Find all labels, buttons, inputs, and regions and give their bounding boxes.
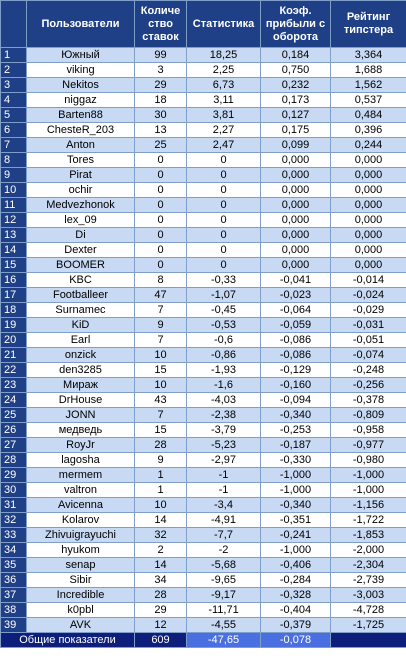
table-row [1,108,406,123]
cell-profit-coef: 0,000 [261,243,331,258]
cell-rating: -2,000 [331,543,406,558]
cell-count: 18 [135,93,187,108]
cell-profit-coef: -0,041 [261,273,331,288]
cell-statistics: -11,71 [187,603,261,618]
table-row [1,93,406,108]
cell-rating: -0,980 [331,453,406,468]
table-row [1,123,406,138]
row-number: 35 [1,558,27,573]
cell-profit-coef: -0,187 [261,438,331,453]
totals-statistics: -47,65 [187,633,261,648]
cell-profit-coef: -0,328 [261,588,331,603]
cell-rating: -1,722 [331,513,406,528]
cell-user: RoyJr [27,438,135,453]
cell-count: 7 [135,333,187,348]
table-row [1,168,406,183]
cell-rating: -3,003 [331,588,406,603]
cell-rating: -2,304 [331,558,406,573]
row-number: 13 [1,228,27,243]
table-row [1,228,406,243]
row-number: 26 [1,423,27,438]
table-row [1,603,406,618]
cell-count: 0 [135,153,187,168]
cell-count: 28 [135,438,187,453]
cell-count: 25 [135,138,187,153]
cell-profit-coef: 0,000 [261,198,331,213]
row-number: 17 [1,288,27,303]
row-number: 31 [1,498,27,513]
cell-statistics: 0 [187,153,261,168]
cell-count: 29 [135,78,187,93]
cell-rating: -0,248 [331,363,406,378]
row-number: 25 [1,408,27,423]
table-row [1,573,406,588]
cell-rating: -0,074 [331,348,406,363]
cell-count: 15 [135,423,187,438]
row-number: 12 [1,213,27,228]
cell-statistics: 3,11 [187,93,261,108]
row-number: 1 [1,48,27,63]
cell-rating: -0,029 [331,303,406,318]
cell-profit-coef: 0,232 [261,78,331,93]
row-number: 34 [1,543,27,558]
row-number: 38 [1,603,27,618]
table-row [1,258,406,273]
cell-rating: 1,688 [331,63,406,78]
cell-statistics: 0 [187,243,261,258]
cell-profit-coef: -0,023 [261,288,331,303]
row-number: 24 [1,393,27,408]
cell-statistics: -0,86 [187,348,261,363]
cell-rating: 0,000 [331,183,406,198]
cell-statistics: -7,7 [187,528,261,543]
row-number: 9 [1,168,27,183]
cell-statistics: -4,03 [187,393,261,408]
cell-count: 1 [135,483,187,498]
table-row [1,438,406,453]
cell-user: Anton [27,138,135,153]
table-row [1,138,406,153]
row-number: 33 [1,528,27,543]
table-row [1,408,406,423]
cell-count: 7 [135,303,187,318]
cell-count: 0 [135,258,187,273]
table-row [1,243,406,258]
header-users: Пользователи [27,1,135,48]
cell-count: 10 [135,498,187,513]
totals-rating [331,633,406,648]
cell-count: 0 [135,243,187,258]
cell-user: niggaz [27,93,135,108]
row-number: 22 [1,363,27,378]
cell-count: 14 [135,558,187,573]
cell-count: 3 [135,63,187,78]
cell-rating: -0,256 [331,378,406,393]
cell-profit-coef: 0,099 [261,138,331,153]
cell-user: DrHouse [27,393,135,408]
cell-user: ochir [27,183,135,198]
cell-user: Barten88 [27,108,135,123]
cell-statistics: 0 [187,183,261,198]
cell-profit-coef: 0,750 [261,63,331,78]
table-row [1,333,406,348]
cell-rating: -1,853 [331,528,406,543]
row-number: 20 [1,333,27,348]
row-number: 32 [1,513,27,528]
cell-rating: 0,244 [331,138,406,153]
cell-statistics: -3,4 [187,498,261,513]
cell-rating: -1,725 [331,618,406,633]
cell-profit-coef: 0,184 [261,48,331,63]
cell-rating: 0,000 [331,198,406,213]
cell-rating: 0,000 [331,153,406,168]
row-number: 5 [1,108,27,123]
cell-user: Pirat [27,168,135,183]
cell-count: 9 [135,318,187,333]
header-statistics: Статистика [187,1,261,48]
cell-count: 30 [135,108,187,123]
cell-user: mermem [27,468,135,483]
row-number: 39 [1,618,27,633]
cell-profit-coef: 0,175 [261,123,331,138]
cell-rating: 0,000 [331,168,406,183]
cell-user: lagosha [27,453,135,468]
cell-profit-coef: -0,129 [261,363,331,378]
cell-profit-coef: -0,351 [261,513,331,528]
cell-statistics: -3,79 [187,423,261,438]
header-number [1,1,27,48]
cell-user: Мираж [27,378,135,393]
header-row [1,1,406,48]
cell-statistics: -1,6 [187,378,261,393]
table-row [1,378,406,393]
cell-user: hyukom [27,543,135,558]
cell-count: 34 [135,573,187,588]
table-row [1,513,406,528]
cell-statistics: 0 [187,258,261,273]
cell-user: Kolarov [27,513,135,528]
cell-rating: -0,809 [331,408,406,423]
cell-profit-coef: -0,253 [261,423,331,438]
header-profit-coef: Коэф. прибыли с оборота [261,1,331,48]
cell-user: BOOMER [27,258,135,273]
table-row [1,558,406,573]
cell-statistics: -1 [187,468,261,483]
table-row [1,48,406,63]
cell-rating: -0,378 [331,393,406,408]
cell-count: 13 [135,123,187,138]
cell-profit-coef: 0,173 [261,93,331,108]
cell-user: AVK [27,618,135,633]
cell-rating: -4,728 [331,603,406,618]
cell-profit-coef: -0,404 [261,603,331,618]
cell-profit-coef: 0,000 [261,183,331,198]
table-row [1,528,406,543]
row-number: 11 [1,198,27,213]
cell-profit-coef: -1,000 [261,543,331,558]
cell-user: JONN [27,408,135,423]
cell-rating: -2,739 [331,573,406,588]
row-number: 18 [1,303,27,318]
row-number: 15 [1,258,27,273]
cell-statistics: -0,6 [187,333,261,348]
row-number: 16 [1,273,27,288]
cell-rating: -0,977 [331,438,406,453]
cell-count: 47 [135,288,187,303]
cell-rating: 0,000 [331,258,406,273]
cell-count: 43 [135,393,187,408]
cell-statistics: -1 [187,483,261,498]
cell-count: 0 [135,183,187,198]
cell-rating: -1,000 [331,483,406,498]
row-number: 28 [1,453,27,468]
cell-count: 0 [135,198,187,213]
header-count: Количе ство ставок [135,1,187,48]
table-row [1,303,406,318]
row-number: 19 [1,318,27,333]
cell-profit-coef: 0,000 [261,258,331,273]
row-number: 14 [1,243,27,258]
table-row [1,213,406,228]
cell-user: Tores [27,153,135,168]
cell-count: 1 [135,468,187,483]
cell-rating: -0,051 [331,333,406,348]
cell-user: Incredible [27,588,135,603]
table-row [1,423,406,438]
row-number: 8 [1,153,27,168]
cell-count: 7 [135,408,187,423]
cell-profit-coef: -0,284 [261,573,331,588]
cell-statistics: -5,23 [187,438,261,453]
cell-statistics: -5,68 [187,558,261,573]
table-row [1,78,406,93]
cell-rating: 0,537 [331,93,406,108]
cell-statistics: -0,53 [187,318,261,333]
table-row [1,153,406,168]
cell-count: 0 [135,228,187,243]
cell-user: медведь [27,423,135,438]
row-number: 37 [1,588,27,603]
table-row [1,393,406,408]
cell-rating: 0,396 [331,123,406,138]
cell-statistics: -2,38 [187,408,261,423]
table-row [1,318,406,333]
cell-count: 28 [135,588,187,603]
cell-count: 99 [135,48,187,63]
cell-profit-coef: -0,086 [261,348,331,363]
cell-user: Surnamec [27,303,135,318]
table-row [1,288,406,303]
cell-user: Earl [27,333,135,348]
cell-profit-coef: -0,086 [261,333,331,348]
cell-statistics: -4,55 [187,618,261,633]
cell-count: 32 [135,528,187,543]
table-row [1,348,406,363]
row-number: 6 [1,123,27,138]
cell-user: Nekitos [27,78,135,93]
cell-rating: 0,000 [331,243,406,258]
cell-rating: -0,014 [331,273,406,288]
table-row [1,198,406,213]
table-row [1,453,406,468]
row-number: 3 [1,78,27,93]
cell-profit-coef: 0,000 [261,228,331,243]
cell-user: k0pbl [27,603,135,618]
cell-profit-coef: -0,406 [261,558,331,573]
cell-count: 8 [135,273,187,288]
table-row [1,363,406,378]
cell-profit-coef: 0,000 [261,153,331,168]
cell-rating: -0,031 [331,318,406,333]
row-number: 27 [1,438,27,453]
cell-profit-coef: 0,000 [261,213,331,228]
cell-user: ChesteR_203 [27,123,135,138]
table-row [1,63,406,78]
totals-row [1,633,406,648]
row-number: 2 [1,63,27,78]
cell-rating: 1,562 [331,78,406,93]
table-row [1,498,406,513]
cell-rating: -1,000 [331,468,406,483]
cell-statistics: 3,81 [187,108,261,123]
cell-statistics: -0,33 [187,273,261,288]
cell-statistics: 0 [187,198,261,213]
cell-user: KiD [27,318,135,333]
cell-statistics: 0 [187,228,261,243]
cell-statistics: 6,73 [187,78,261,93]
cell-user: senap [27,558,135,573]
cell-rating: 0,000 [331,228,406,243]
cell-profit-coef: -0,094 [261,393,331,408]
cell-user: Zhivuigrayuchi [27,528,135,543]
cell-statistics: -4,91 [187,513,261,528]
cell-profit-coef: -1,000 [261,483,331,498]
cell-user: Footballeer [27,288,135,303]
cell-count: 9 [135,453,187,468]
cell-count: 12 [135,618,187,633]
cell-user: onzick [27,348,135,363]
cell-profit-coef: 0,127 [261,108,331,123]
cell-rating: -0,024 [331,288,406,303]
cell-rating: 0,000 [331,213,406,228]
cell-rating: -0,958 [331,423,406,438]
table-row [1,588,406,603]
cell-count: 10 [135,348,187,363]
cell-user: Medvezhonok [27,198,135,213]
cell-rating: 0,484 [331,108,406,123]
cell-statistics: 0 [187,213,261,228]
cell-count: 0 [135,213,187,228]
row-number: 30 [1,483,27,498]
cell-profit-coef: -0,059 [261,318,331,333]
cell-profit-coef: -0,330 [261,453,331,468]
row-number: 7 [1,138,27,153]
cell-user: KBC [27,273,135,288]
cell-count: 2 [135,543,187,558]
row-number: 23 [1,378,27,393]
table-row [1,618,406,633]
cell-statistics: 2,25 [187,63,261,78]
cell-user: Avicenna [27,498,135,513]
cell-user: valtron [27,483,135,498]
row-number: 10 [1,183,27,198]
cell-statistics: -1,93 [187,363,261,378]
cell-profit-coef: -1,000 [261,468,331,483]
cell-user: Dexter [27,243,135,258]
cell-user: den3285 [27,363,135,378]
totals-label: Общие показатели [1,633,135,648]
cell-count: 14 [135,513,187,528]
cell-count: 15 [135,363,187,378]
cell-statistics: -0,45 [187,303,261,318]
cell-count: 10 [135,378,187,393]
cell-count: 29 [135,603,187,618]
totals-profit-coef: -0,078 [261,633,331,648]
cell-profit-coef: -0,241 [261,528,331,543]
cell-statistics: -2 [187,543,261,558]
cell-profit-coef: -0,064 [261,303,331,318]
cell-statistics: 2,47 [187,138,261,153]
cell-user: viking [27,63,135,78]
table-row [1,183,406,198]
cell-profit-coef: -0,379 [261,618,331,633]
row-number: 4 [1,93,27,108]
row-number: 29 [1,468,27,483]
cell-statistics: 0 [187,168,261,183]
cell-profit-coef: -0,340 [261,498,331,513]
cell-statistics: -9,17 [187,588,261,603]
cell-rating: 3,364 [331,48,406,63]
cell-statistics: 2,27 [187,123,261,138]
cell-user: lex_09 [27,213,135,228]
cell-statistics: -2,97 [187,453,261,468]
cell-rating: -1,156 [331,498,406,513]
table-row [1,273,406,288]
cell-statistics: -1,07 [187,288,261,303]
row-number: 36 [1,573,27,588]
cell-statistics: 18,25 [187,48,261,63]
table-row [1,468,406,483]
cell-user: Sibir [27,573,135,588]
cell-profit-coef: 0,000 [261,168,331,183]
table-row [1,483,406,498]
cell-count: 0 [135,168,187,183]
cell-profit-coef: -0,340 [261,408,331,423]
cell-user: Di [27,228,135,243]
header-rating: Рейтинг типстера [331,1,406,48]
cell-user: Южный [27,48,135,63]
table-body [1,48,406,633]
cell-statistics: -9,65 [187,573,261,588]
cell-profit-coef: -0,160 [261,378,331,393]
table-row [1,543,406,558]
totals-count: 609 [135,633,187,648]
row-number: 21 [1,348,27,363]
